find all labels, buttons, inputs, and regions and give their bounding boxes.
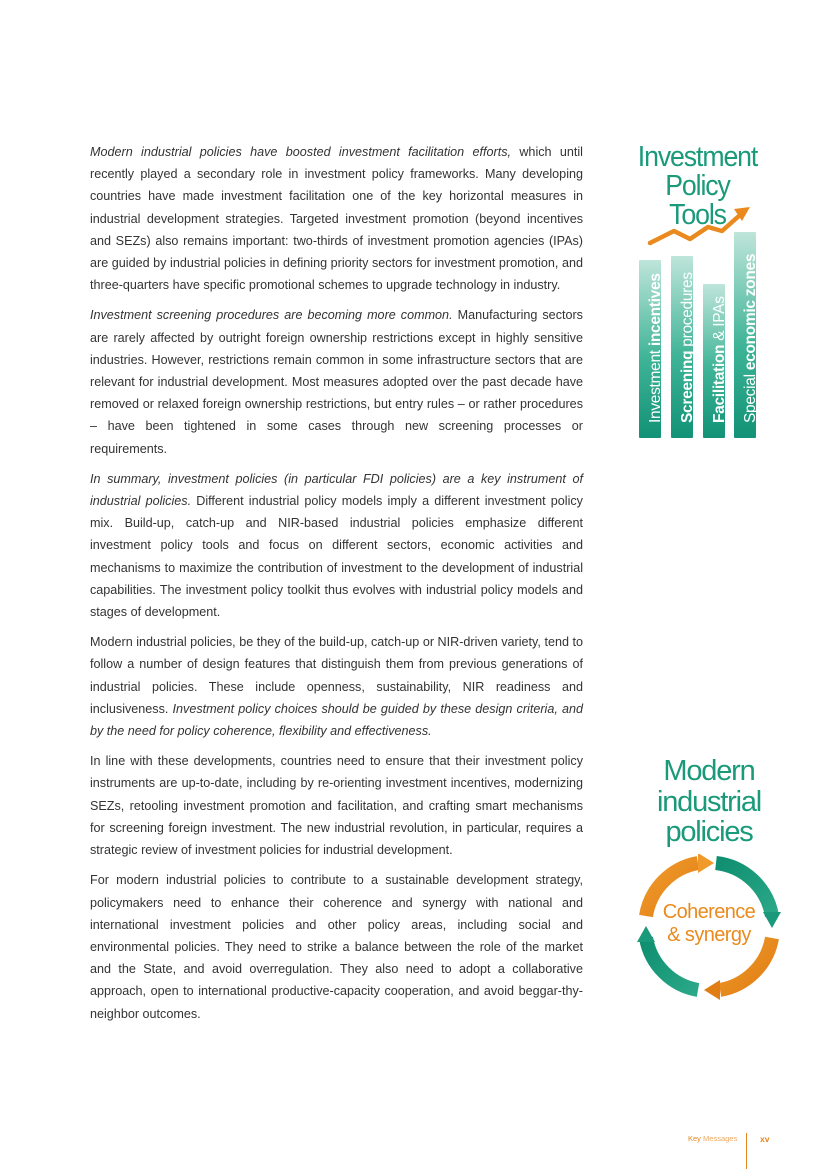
bar-label-facilitation: [711, 296, 729, 423]
tools-title-line1: Investment: [637, 141, 758, 173]
bar-label-sez: [742, 254, 760, 423]
paragraph-body: Manufacturing sectors are rarely affected by outright foreign ownership restrictions except in highly sensitive industries. However, restrictions remain common in some infrastructure sectors that are relevant for industrial development. Most measures adopted over the past decade have removed or relaxed foreign ownership restrictions, but entry rules – or rather procedures – have been tightened in some cases through new screening processes or requirements.: [90, 308, 583, 456]
paragraph-screening: [90, 304, 583, 459]
paragraph-body: Modern industrial policies, be they of the build-up, catch-up or NIR-driven variety, tend to follow a number of design features that distinguish them from previous generations of industrial policies. These include openness, sustainability, NIR readiness and inclusiveness.: [90, 635, 583, 716]
paragraph-body: which until recently played a secondary role in investment policy frameworks. Many developing countries have made investment facilitation one of the key horizontal measures in industrial development strategies. Targeted investment promotion (beyond incentives and SEZs) also remains important: two-thirds of investment promotion agencies (IPAs) are guided by industrial policies in defining priority sectors for investment promotion, and three-quarters have specific promotional schemes to upgrade technology in industry.: [90, 145, 583, 293]
modern-industrial-policies-graphic: [636, 756, 782, 1006]
modern-title-line1: Modern: [663, 755, 755, 787]
paragraph-up-to-date: [90, 750, 583, 861]
bar-label-incentives: [647, 273, 665, 423]
bar-special-economic-zones: [734, 232, 759, 438]
cycle-text-line2: & synergy: [667, 924, 751, 946]
paragraph-design-features: [90, 631, 583, 742]
paragraph-summary: [90, 468, 583, 623]
bar-label-light: & IPAs: [711, 296, 728, 345]
modern-title: [636, 756, 782, 848]
bar-label-bold: incentives: [647, 273, 664, 347]
tools-title-line2: Policy Tools: [665, 170, 730, 231]
investment-policy-tools-graphic: [630, 143, 765, 443]
paragraph-body: For modern industrial policies to contribute to a sustainable development strategy, policymakers need to enhance their coherence and synergy with national and international investment policies and other policy areas, including social and environmental policies. They need to strike a balance between the role of the market and the State, and avoid overregulation. They also need to adopt a collaborative approach, open to international productive-capacity cooperation, and avoid beggar-thy-neighbor outcomes.: [90, 873, 583, 1021]
paragraph-facilitation: [90, 141, 583, 296]
paragraph-lead: Modern industrial policies have boosted investment facilitation efforts,: [90, 145, 511, 159]
bar-screening-procedures: [671, 256, 696, 438]
paragraph-lead: Investment screening procedures are becoming more common.: [90, 308, 453, 323]
cycle-text-line1: Coherence: [662, 901, 756, 923]
bar-label-light: Investment: [647, 346, 664, 423]
bar-investment-incentives: [639, 260, 664, 438]
bar-label-light: Special: [742, 370, 759, 423]
bar-label-screening: [679, 272, 697, 423]
body-text: [90, 141, 583, 1033]
paragraph-emphasis: Investment policy choices should be guided by these design criteria, and by the need for policy coherence, flexibility and effectiveness.: [90, 701, 583, 739]
page-number: xv: [760, 1134, 770, 1144]
paragraph-body: Different industrial policy models imply a different investment policy mix. Build-up, catch-up and NIR-based industrial policies emphasize different investment policy tools and focus on different sectors, economic activities and mechanisms to maximize the contribution of investment to the development of industrial capabilities. The investment policy toolkit thus evolves with industrial policy models and stages of development.: [90, 494, 583, 620]
modern-title-line2: industrial: [656, 785, 762, 818]
bar-label-bold: Screening: [679, 350, 696, 423]
footer-section-label: [688, 1134, 737, 1143]
cycle-center-text: [636, 901, 782, 947]
paragraph-lead: In summary, investment policies (in particular FDI policies) are a key instrument of industrial policies.: [90, 471, 583, 509]
paragraph-coherence: [90, 869, 583, 1024]
bar-facilitation-ipas: [703, 284, 728, 438]
footer-divider: [746, 1133, 747, 1169]
paragraph-body: In line with these developments, countries need to ensure that their investment policy instruments are up-to-date, including by re-orienting investment incentives, modernizing SEZs, retooling investment promotion and facilitation, and crafting smart mechanisms for screening foreign investment. The new industrial revolution, in particular, requires a strategic review of investment policies for industrial development.: [90, 754, 583, 858]
footer-key: Key: [688, 1134, 701, 1143]
bar-label-light: procedures: [679, 272, 696, 351]
modern-title-line3: policies: [665, 816, 753, 848]
bar-label-bold: economic zones: [742, 253, 759, 371]
bar-label-bold: Facilitation: [711, 344, 728, 423]
footer-messages: Messages: [700, 1134, 738, 1143]
